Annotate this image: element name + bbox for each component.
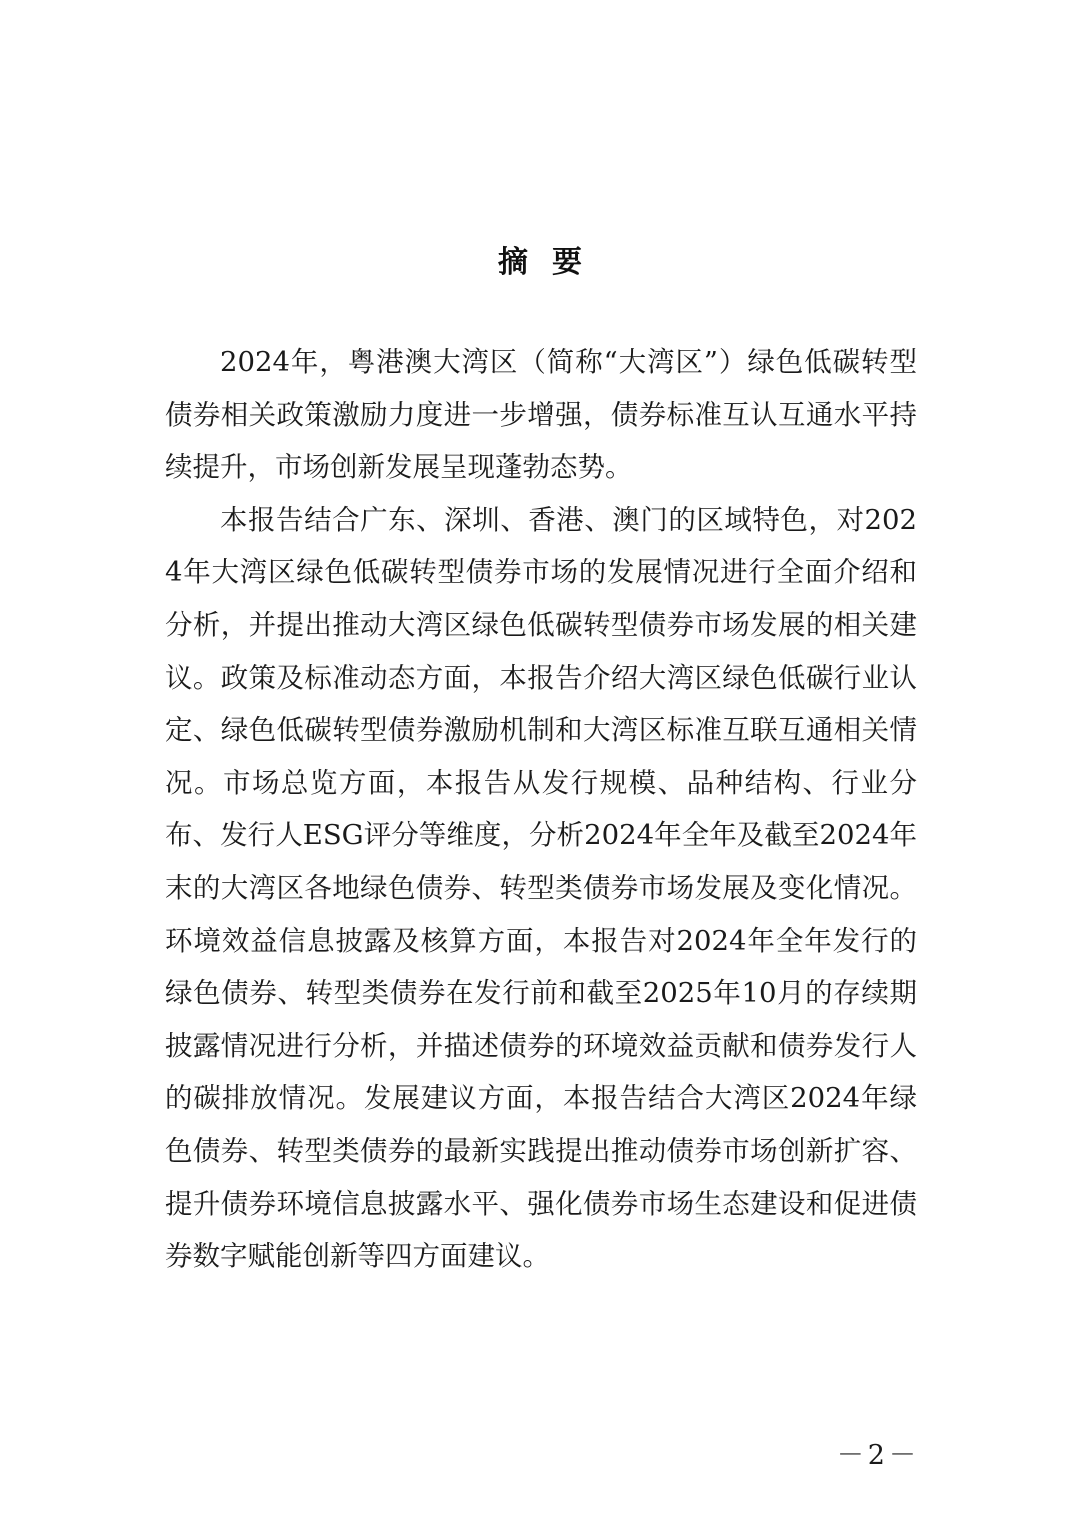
paragraph-report-summary: 本报告结合广东、深圳、香港、澳门的区域特色，对2024年大湾区绿色低碳转型债券市场的发展情况进行全面介绍和分析，并提出推动大湾区绿色低碳转型债券市场发展的相关建议。政策及标准动态方面，本报告介绍大湾区绿色低碳行业认定、绿色低碳转型债券激励机制和大湾区标准互联互通相关情况。市场总览方面，本报告从发行规模、品种结构、行业分布、发行人ESG评分等维度，分析2024年全年及截至2024年末的大湾区各地绿色债券、转型类债券市场发展及变化情况。环境效益信息披露及核算方面，本报告对2024年全年发行的绿色债券、转型类债券在发行前和截至2025年10月的存续期披露情况进行分析，并描述债券的环境效益贡献和债券发行人的碳排放情况。发展建议方面，本报告结合大湾区2024年绿色债券、转型类债券的最新实践提出推动债券市场创新扩容、提升债券环境信息披露水平、强化债券市场生态建设和促进债券数字赋能创新等四方面建议。 xyxy=(165,503,917,1273)
page-number: －2－ xyxy=(836,1440,920,1471)
abstract-body xyxy=(165,336,917,1283)
page-title: 摘要 xyxy=(498,245,606,280)
paragraph-intro: 2024年，粤港澳大湾区（简称“大湾区”）绿色低碳转型债券相关政策激励力度进一步增强，债券标准互认互通水平持续提升，市场创新发展呈现蓬勃态势。 xyxy=(165,346,917,484)
